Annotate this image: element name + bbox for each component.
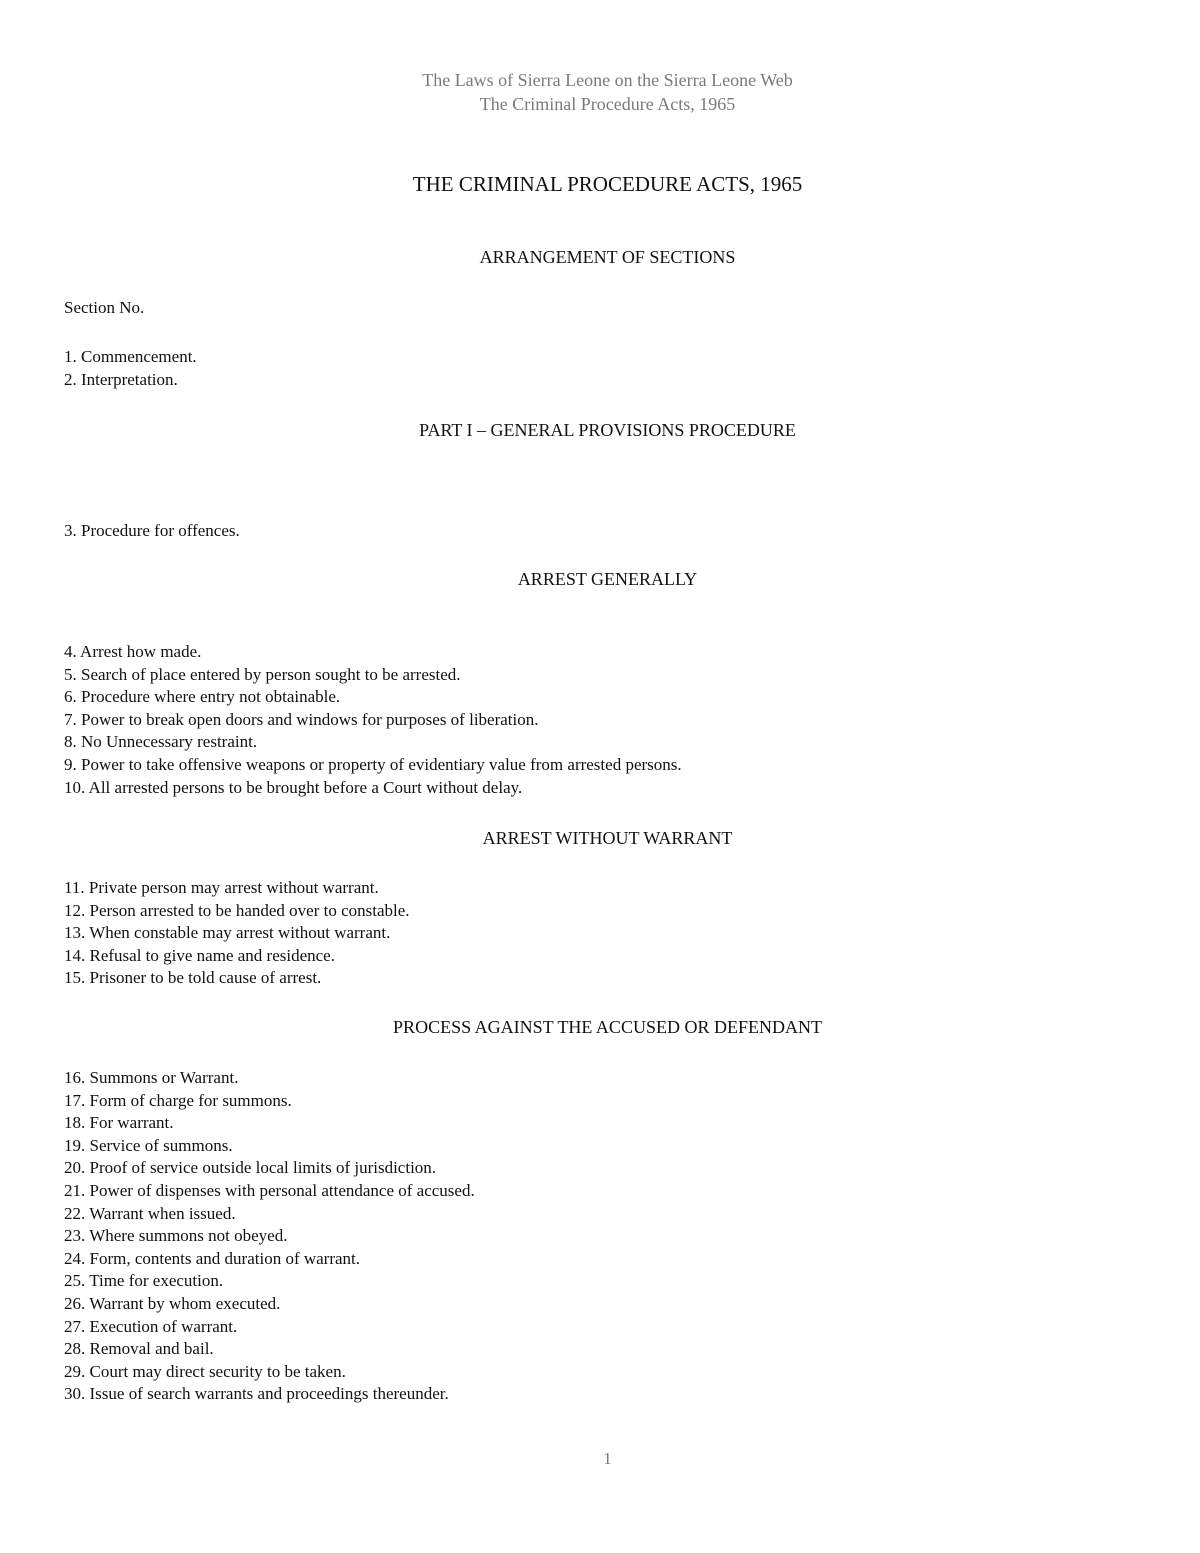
list-item: 24. Form, contents and duration of warrant.: [64, 1248, 361, 1268]
arrest-without-warrant-heading: ARREST WITHOUT WARRANT: [482, 828, 733, 848]
list-item: 17. Form of charge for summons.: [64, 1090, 292, 1110]
list-item: 6. Procedure where entry not obtainable.: [64, 687, 341, 707]
list-item: 27. Execution of warrant.: [64, 1316, 238, 1336]
running-header-line2: The Criminal Procedure Acts, 1965: [479, 94, 736, 114]
list-item: 22. Warrant when issued.: [64, 1203, 236, 1223]
part1-heading: PART I – GENERAL PROVISIONS PROCEDURE: [419, 420, 796, 440]
process-against-list: [64, 1067, 475, 1406]
list-item: 21. Power of dispenses with personal attendance of accused.: [64, 1180, 475, 1200]
arrangement-heading: ARRANGEMENT OF SECTIONS: [479, 247, 736, 267]
list-item: 3. Procedure for offences.: [64, 521, 240, 540]
section-no-label: Section No.: [64, 298, 145, 317]
list-item: 30. Issue of search warrants and proceedings thereunder.: [64, 1384, 449, 1404]
list-item: 12. Person arrested to be handed over to constable.: [64, 900, 410, 920]
arrest-without-warrant-list: [64, 877, 410, 990]
list-item: 8. No Unnecessary restraint.: [64, 732, 258, 752]
list-item: 25. Time for execution.: [64, 1271, 224, 1291]
list-item: 29. Court may direct security to be taken.: [64, 1361, 346, 1381]
running-header-line1: The Laws of Sierra Leone on the Sierra Leone Web: [422, 70, 793, 90]
list-item: 20. Proof of service outside local limits of jurisdiction.: [64, 1158, 437, 1178]
list-item: 16. Summons or Warrant.: [64, 1068, 239, 1087]
list-item: 19. Service of summons.: [64, 1135, 233, 1155]
page-number: 1: [603, 1449, 612, 1468]
arrest-generally-heading: ARREST GENERALLY: [517, 569, 698, 589]
list-item: 5. Search of place entered by person sought to be arrested.: [64, 664, 461, 684]
list-item: 18. For warrant.: [64, 1113, 174, 1133]
list-item: 15. Prisoner to be told cause of arrest.: [64, 968, 322, 988]
list-item: 9. Power to take offensive weapons or property of evidentiary value from arrested persons.: [64, 754, 682, 774]
process-against-heading: PROCESS AGAINST THE ACCUSED OR DEFENDANT: [393, 1017, 822, 1037]
preliminary-list: [64, 346, 197, 391]
list-item: 10. All arrested persons to be brought before a Court without delay.: [64, 777, 523, 797]
list-item: 14. Refusal to give name and residence.: [64, 945, 335, 965]
list-item: 26. Warrant by whom executed.: [64, 1293, 281, 1313]
arrest-generally-list: [64, 641, 682, 799]
document-title: THE CRIMINAL PROCEDURE ACTS, 1965: [412, 172, 803, 196]
list-item: 23. Where summons not obeyed.: [64, 1226, 288, 1246]
list-item: 2. Interpretation.: [64, 369, 178, 389]
part1-list: [64, 520, 240, 543]
list-item: 4. Arrest how made.: [64, 642, 202, 661]
list-item: 1. Commencement.: [64, 347, 197, 366]
list-item: 13. When constable may arrest without warrant.: [64, 923, 391, 943]
list-item: 28. Removal and bail.: [64, 1339, 214, 1359]
list-item: 11. Private person may arrest without warrant.: [64, 878, 379, 897]
list-item: 7. Power to break open doors and windows for purposes of liberation.: [64, 709, 539, 729]
